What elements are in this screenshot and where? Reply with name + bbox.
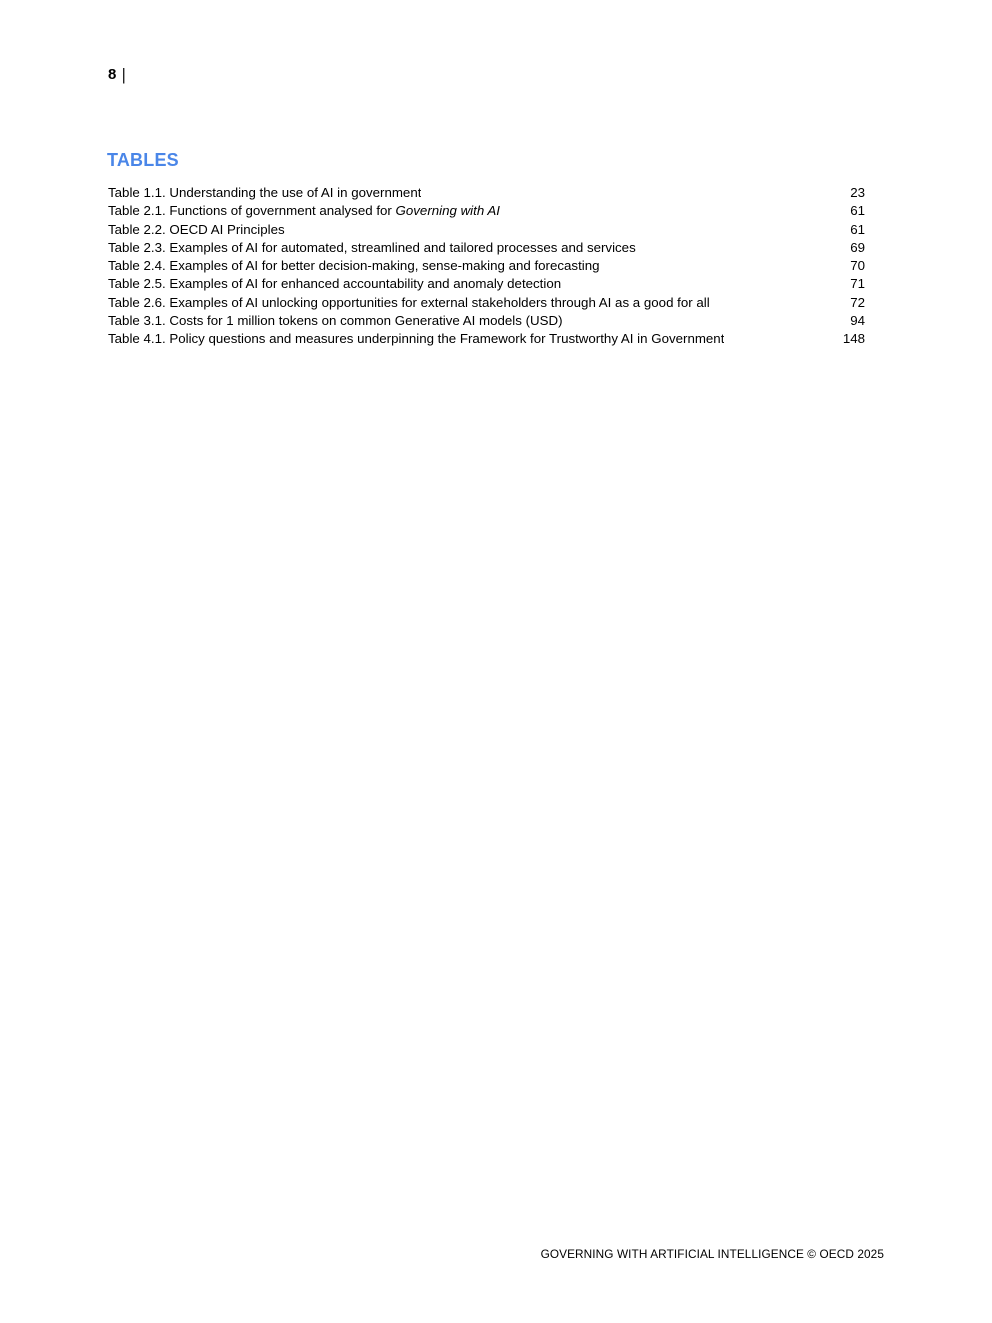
toc-entry-page-number[interactable]: 61	[850, 221, 865, 237]
tables-list	[108, 184, 865, 349]
toc-entry-title[interactable]: Table 2.6. Examples of AI unlocking opportunities for external stakeholders through AI as a good for all	[108, 294, 710, 310]
toc-entry-title[interactable]: Table 2.1. Functions of government analysed for Governing with AI	[108, 203, 500, 219]
toc-entry[interactable]	[108, 257, 865, 275]
toc-entry-title[interactable]: Table 4.1. Policy questions and measures underpinning the Framework for Trustworthy AI in Government	[108, 331, 725, 347]
toc-entry-page-number[interactable]: 148	[842, 331, 865, 347]
toc-entry[interactable]	[108, 294, 865, 312]
toc-entry-page-number[interactable]: 71	[850, 276, 865, 292]
toc-entry-page-number[interactable]: 69	[850, 239, 865, 255]
toc-entry-page-number[interactable]: 70	[850, 258, 865, 274]
toc-entry-page-number[interactable]: 94	[850, 313, 865, 329]
toc-entry[interactable]	[108, 221, 865, 239]
toc-entry[interactable]	[108, 330, 865, 348]
toc-entry[interactable]	[108, 184, 865, 202]
toc-entry-page-number[interactable]: 61	[850, 203, 865, 219]
toc-entry-title[interactable]: Table 3.1. Costs for 1 million tokens on common Generative AI models (USD)	[108, 313, 563, 329]
page-number: 8	[108, 66, 117, 83]
toc-entry-title[interactable]: Table 2.3. Examples of AI for automated, streamlined and tailored processes and services	[108, 239, 636, 255]
tables-heading: TABLES	[107, 150, 179, 170]
running-footer: GOVERNING WITH ARTIFICIAL INTELLIGENCE © OECD 2025	[540, 1247, 884, 1261]
toc-entry[interactable]	[108, 239, 865, 257]
toc-entry-page-number[interactable]: 72	[850, 294, 865, 310]
toc-entry-title[interactable]: Table 2.2. OECD AI Principles	[108, 221, 285, 237]
toc-entry-title[interactable]: Table 2.5. Examples of AI for enhanced accountability and anomaly detection	[108, 276, 562, 292]
toc-entry-page-number[interactable]: 23	[850, 185, 865, 200]
toc-entry[interactable]	[108, 202, 865, 220]
toc-entry-title[interactable]: Table 2.4. Examples of AI for better decision-making, sense-making and forecasting	[108, 258, 600, 274]
toc-entry[interactable]	[108, 312, 865, 330]
toc-entry-title[interactable]: Table 1.1. Understanding the use of AI in government	[108, 185, 422, 200]
page-number-separator: |	[121, 65, 127, 84]
page-header	[108, 64, 126, 84]
toc-entry[interactable]	[108, 275, 865, 293]
